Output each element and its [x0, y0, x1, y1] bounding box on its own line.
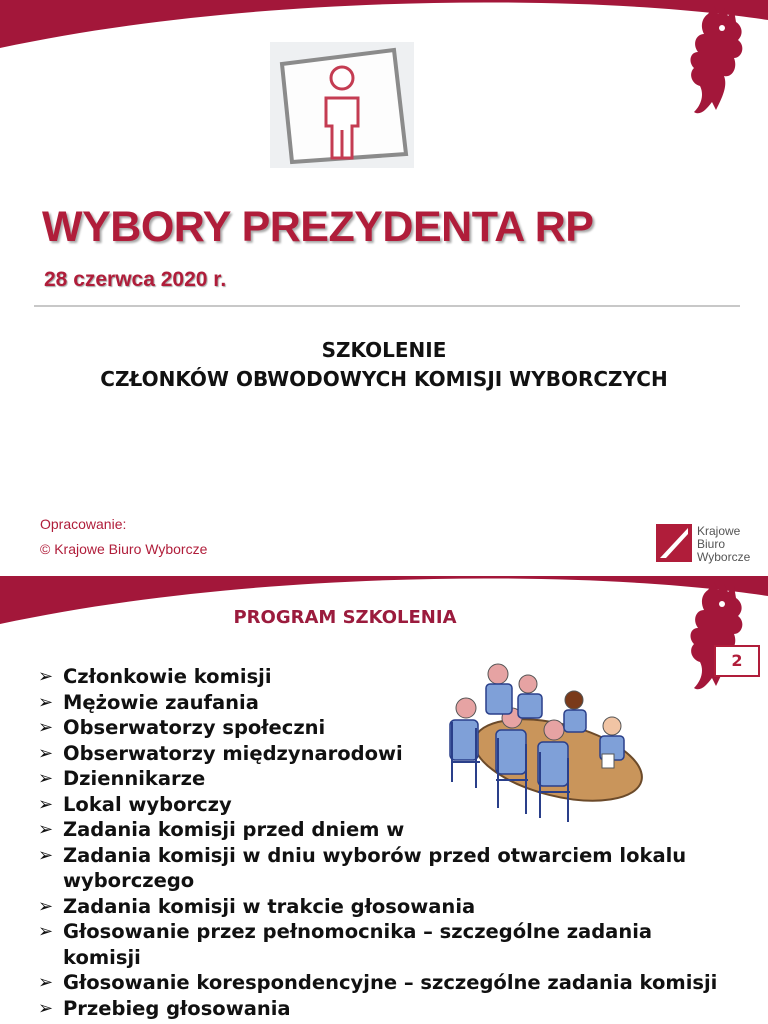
- eagle-emblem-icon: [686, 6, 748, 118]
- election-date: 28 czerwca 2020 r.: [44, 268, 227, 291]
- logo-text-line-1: Krajowe: [697, 524, 741, 538]
- arrow-bullet-icon: ➢: [38, 768, 54, 789]
- program-list-item: [36, 996, 768, 1022]
- program-item-text: Lokal wyborczy: [63, 792, 232, 816]
- program-list-item: [36, 843, 768, 894]
- credit-value: © Krajowe Biuro Wyborcze: [40, 541, 208, 557]
- program-list-item: [36, 894, 768, 920]
- program-item-text: Zadania komisji w trakcie głosowania: [63, 894, 476, 918]
- program-item-text: Głosowanie przez pełnomocnika – szczególne zadania: [63, 920, 653, 943]
- program-list-item: [36, 690, 768, 716]
- committee-meeting-icon: [436, 662, 648, 822]
- subtitle-line-1: SZKOLENIE: [321, 338, 447, 362]
- kbw-logo-icon: [656, 524, 692, 562]
- program-list-item: [36, 817, 768, 843]
- arrow-bullet-icon: ➢: [38, 997, 54, 1019]
- program-title: PROGRAM SZKOLENIA: [233, 607, 457, 628]
- program-item-text: Dziennikarze: [63, 767, 206, 790]
- logo-text-line-3: Wyborcze: [697, 550, 751, 564]
- page-number: 2: [714, 645, 760, 677]
- voting-booth-icon: [270, 42, 414, 168]
- arrow-bullet-icon: ➢: [38, 742, 54, 764]
- program-item-text-continuation: komisji: [63, 945, 141, 969]
- program-item-text: Obserwatorzy międzynarodowi: [63, 741, 403, 765]
- arrow-bullet-icon: ➢: [38, 666, 54, 687]
- program-item-text: Głosowanie korespondencyjne – szczególne zadania komisji: [63, 971, 718, 994]
- credit-label: Opracowanie:: [40, 516, 127, 532]
- program-list-item: [36, 970, 768, 996]
- program-item-text: Mężowie zaufania: [63, 690, 259, 714]
- divider: [34, 305, 740, 307]
- arrow-bullet-icon: ➢: [38, 972, 54, 993]
- program-slide: [0, 576, 768, 1024]
- arrow-bullet-icon: ➢: [38, 717, 54, 738]
- program-item-text: Zadania komisji przed dniem w: [63, 818, 405, 841]
- program-item-text: Obserwatorzy społeczni: [63, 716, 326, 739]
- meeting-illustration: [436, 662, 648, 822]
- arrow-bullet-icon: ➢: [38, 895, 54, 917]
- program-list-item: [36, 766, 768, 792]
- arrow-bullet-icon: ➢: [38, 793, 54, 815]
- program-list: [36, 664, 768, 1021]
- arrow-bullet-icon: ➢: [38, 921, 54, 942]
- arrow-bullet-icon: ➢: [38, 691, 54, 713]
- program-list-item: [36, 792, 768, 818]
- arrow-bullet-icon: ➢: [38, 844, 54, 866]
- program-item-text: Przebieg głosowania: [63, 996, 291, 1020]
- program-item-text-continuation: wyborczego: [63, 869, 195, 892]
- arrow-bullet-icon: ➢: [38, 819, 54, 840]
- logo-text-line-2: Biuro: [697, 537, 726, 551]
- program-list-item: [36, 741, 768, 767]
- main-title: WYBORY PREZYDENTA RP: [42, 203, 594, 251]
- ballot-booth-illustration: [270, 42, 414, 168]
- subtitle-line-2: CZŁONKÓW OBWODOWYCH KOMISJI WYBORCZYCH: [100, 367, 668, 391]
- program-list-item: [36, 919, 768, 970]
- program-item-text: Zadania komisji w dniu wyborów przed otwarciem lokalu: [63, 843, 687, 867]
- program-list-item: [36, 664, 768, 690]
- program-list-item: [36, 715, 768, 741]
- program-item-text: Członkowie komisji: [63, 665, 272, 688]
